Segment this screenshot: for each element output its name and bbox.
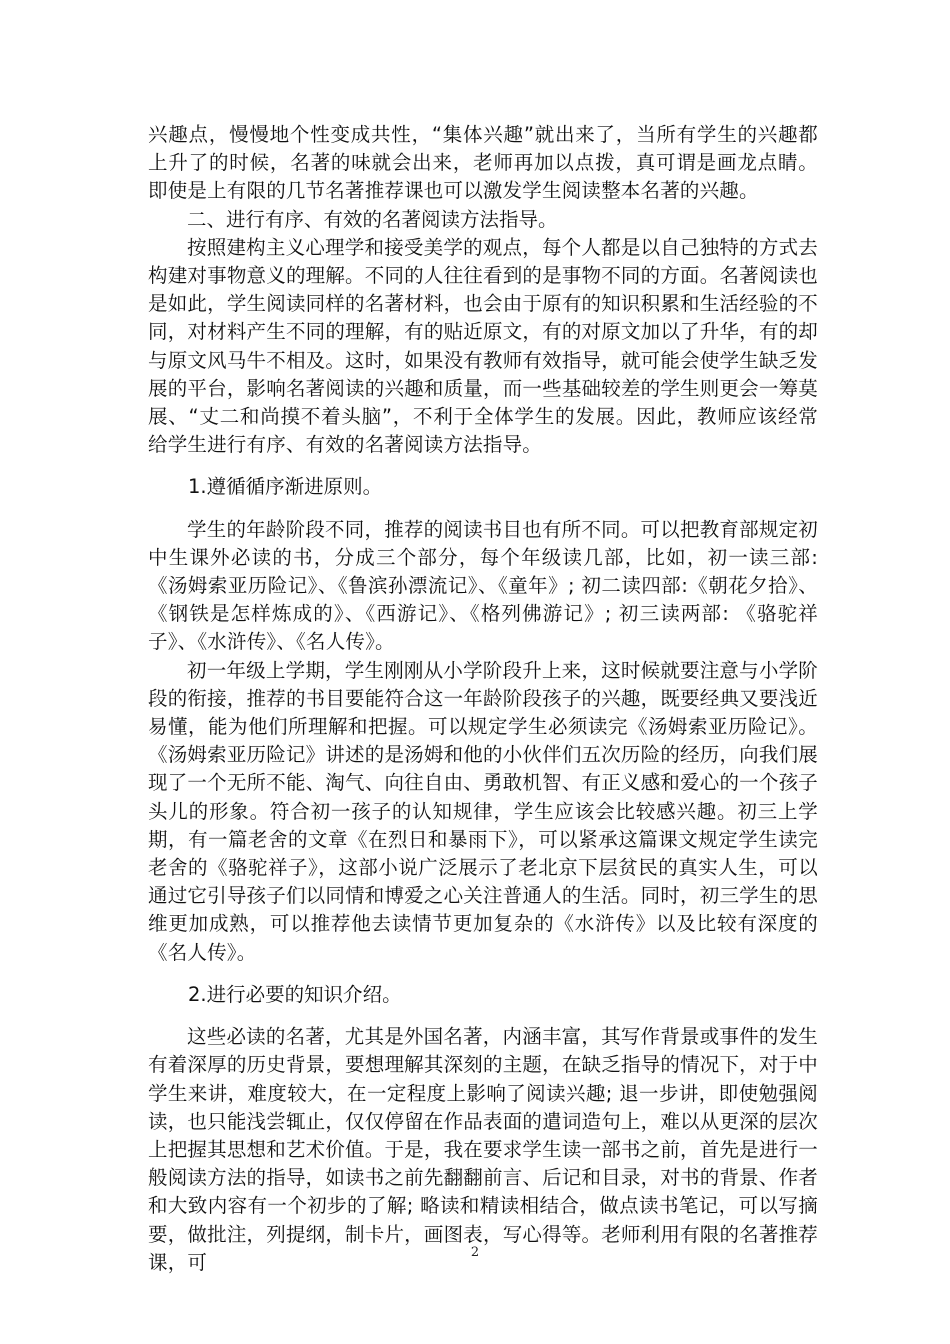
subheading-1: 1.遵循循序渐进原则。 — [188, 475, 383, 499]
subheading-2: 2.进行必要的知识介绍。 — [188, 982, 402, 1006]
document-body — [148, 121, 818, 1277]
paragraph-reading-list: 学生的年龄阶段不同，推荐的阅读书目也有所不同。可以把教育部规定初中生课外必读的书，分成三个部分，每个年级读几部，比如，初一读三部:《汤姆索亚历险记》、《鲁滨孙漂流记》、《童年》; 初二读四部:《朝花夕拾》、《钢铁是怎样炼成的》、《西游记》、《格列佛游记》; 初三读两部: 《骆驼祥子》、《水浒传》、《名人传》。 — [148, 517, 818, 654]
section-heading-two: 二、进行有序、有效的名著阅读方法指导。 — [187, 207, 558, 231]
paragraph-grade-one: 初一年级上学期，学生刚刚从小学阶段升上来，这时候就要注意与小学阶段的衔接，推荐的书目要能符合这一年龄阶段孩子的兴趣，既要经典又要浅近易懂，能为他们所理解和把握。可以规定学生必须读完《汤姆索亚历险记》。《汤姆索亚历险记》讲述的是汤姆和他的小伙伴们五次历险的经历，向我们展现了一个无所不能、淘气、向往自由、勇敢机智、有正义感和爱心的一个孩子头儿的形象。符合初一孩子的认知规律，学生应该会比较感兴趣。初三上学期，有一篇老舍的文章《在烈日和暴雨下》，可以紧承这篇课文规定学生读完老舍的《骆驼祥子》，这部小说广泛展示了老北京下层贫民的真实人生，可以通过它引导孩子们以同情和博爱之心关注普通人的生活。同时，初三学生的思维更加成熟，可以推荐他去读情节更加复杂的《水浒传》以及比较有深度的《名人传》。 — [148, 658, 818, 964]
paragraph-continuation: 兴趣点，慢慢地个性变成共性，“集体兴趣”就出来了，当所有学生的兴趣都上升了的时候，名著的味就会出来，老师再加以点拨，真可谓是画龙点睛。 即使是上有限的几节名著推荐课也可以激发学生阅读整本名著的兴趣。 — [148, 123, 818, 203]
paragraph-knowledge-intro: 这些必读的名著，尤其是外国名著，内涵丰富，其写作背景或事件的发生有着深厚的历史背景，要想理解其深刻的主题，在缺乏指导的情况下，对于中学生来讲，难度较大，在一定程度上影响了阅读兴趣; 退一步讲，即使勉强阅读，也只能浅尝辄止，仅仅停留在作品表面的遣词造句上，难以从更深的层次上把握其思想和艺术价值。于是，我在要求学生读一部书之前，首先是进行一般阅读方法的指导，如读书之前先翻翻前言、后记和目录，对书的背景、作者和大致内容有一个初步的了解; 略读和精读相结合，做点读书笔记，可以写摘要，做批注，列提纲，制卡片，画图表，写心得等。老师利用有限的名著推荐课，可 — [148, 1025, 818, 1274]
paragraph-method-guidance: 按照建构主义心理学和接受美学的观点，每个人都是以自己独特的方式去构建对事物意义的理解。不同的人往往看到的是事物不同的方面。名著阅读也是如此，学生阅读同样的名著材料，也会由于原有的知识积累和生活经验的不同，对材料产生不同的理解，有的贴近原文，有的对原文加以了升华，有的却与原文风马牛不相及。这时，如果没有教师有效指导，就可能会使学生缺乏发展的平台，影响名著阅读的兴趣和质量，而一些基础较差的学生则更会一筹莫展、“丈二和尚摸不着头脑”，不利于全体学生的发展。因此，教师应该经常给学生进行有序、有效的名著阅读方法指导。 — [148, 235, 818, 457]
page-number: 2 — [470, 1245, 480, 1260]
